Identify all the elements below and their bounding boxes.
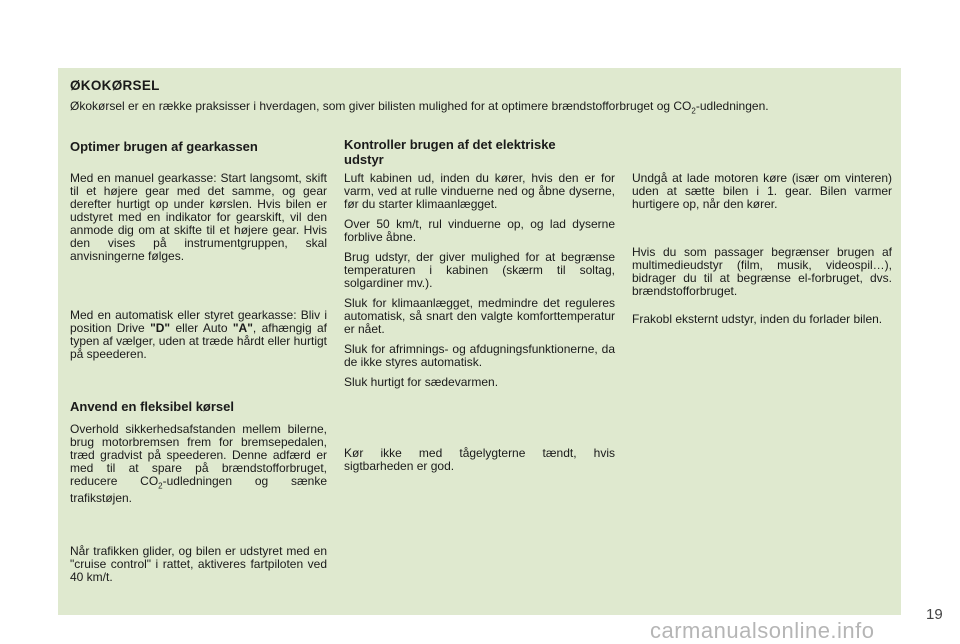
section-title: ØKOKØRSEL — [70, 78, 160, 93]
tip-seat-heating: Sluk hurtigt for sædevarmen. — [344, 375, 499, 389]
section-intro: Økokørsel er en række praksisser i hverdagen, som giver bilisten mulighed for at optimere brændstofforbruget og $CO_2$-udledningen. — [70, 99, 769, 116]
tip-air-conditioning: Sluk for klimaanlægget, medmindre det reguleres automatisk, så snart den valgte komforttemperatur er nået. — [344, 296, 615, 336]
heading-gearbox: Optimer brugen af gearkassen — [70, 139, 258, 154]
watermark: carmanualsonline.info — [650, 618, 875, 643]
tip-multimedia: Hvis du som passager begrænser brugen af multimedieudstyr (film, musik, videospil…), bidrager du til at begrænse el-forbruget, dvs. brændstofforbruget. — [632, 245, 892, 298]
heading-electrical-equipment: Kontroller brugen af det elektriske udstyr — [344, 137, 556, 167]
tip-defrost: Sluk for afrimnings- og afdugningsfunktionerne, da de ikke styres automatisk. — [344, 342, 615, 369]
tip-windows-up: Over 50 km/t, rul vinduerne op, og lad dyserne forblive åbne. — [344, 217, 615, 244]
paragraph-cruise-control: Når trafikken glider, og bilen er udstyret med en "cruise control" i rattet, aktiveres fartpiloten ved 40 km/t. — [70, 544, 327, 584]
electrical-tips — [344, 172, 615, 389]
paragraph-safety-distance: Overhold sikkerhedsafstanden mellem bilerne, brug motorbremsen frem for bremsepedalen, træd gradvist på speederen. Denne adfærd er med til at spare på brændstofforbruget, reducere $CO_2$-udledningen og sænke trafikstøjen. — [70, 422, 327, 506]
tip-fog-lights: Kør ikke med tågelygterne tændt, hvis sigtbarheden er god. — [344, 446, 615, 473]
heading-flexible-driving: Anvend en fleksibel kørsel — [70, 399, 235, 414]
tip-sunshade: Brug udstyr, der giver mulighed for at begrænse temperaturen i kabinen (skærm til soltag, solgardiner mv.). — [344, 250, 615, 290]
page-number: 19 — [926, 606, 943, 623]
paragraph-manual-gearbox: Med en manuel gearkasse: Start langsomt, skift til et højere gear med det samme, og gear derefter hurtigt op under kørslen. Hvis bilen er udstyret med en indikator for gearskift, vil den anmode dig om at skifte til et højere gear. Hvis den vises på instrumentgruppen, skal anvisningerne følges. — [70, 171, 327, 263]
tip-idle-engine: Undgå at lade motoren køre (især om vinteren) uden at sætte bilen i 1. gear. Bilen varmer hurtigere op, når den kører. — [632, 171, 892, 211]
tip-ventilate: Luft kabinen ud, inden du kører, hvis den er for varm, ved at rulle vinduerne ned og åbne dyserne, før du starter klimaanlægget. — [344, 171, 615, 211]
tip-external-equipment: Frakobl eksternt udstyr, inden du forlader bilen. — [632, 312, 883, 326]
paragraph-automatic-gearbox: Med en automatisk eller styret gearkasse: Bliv i position Drive "D" eller Auto "A", afhængig af typen af vælger, uden at træde hårdt eller hurtigt på speederen. — [70, 308, 327, 361]
